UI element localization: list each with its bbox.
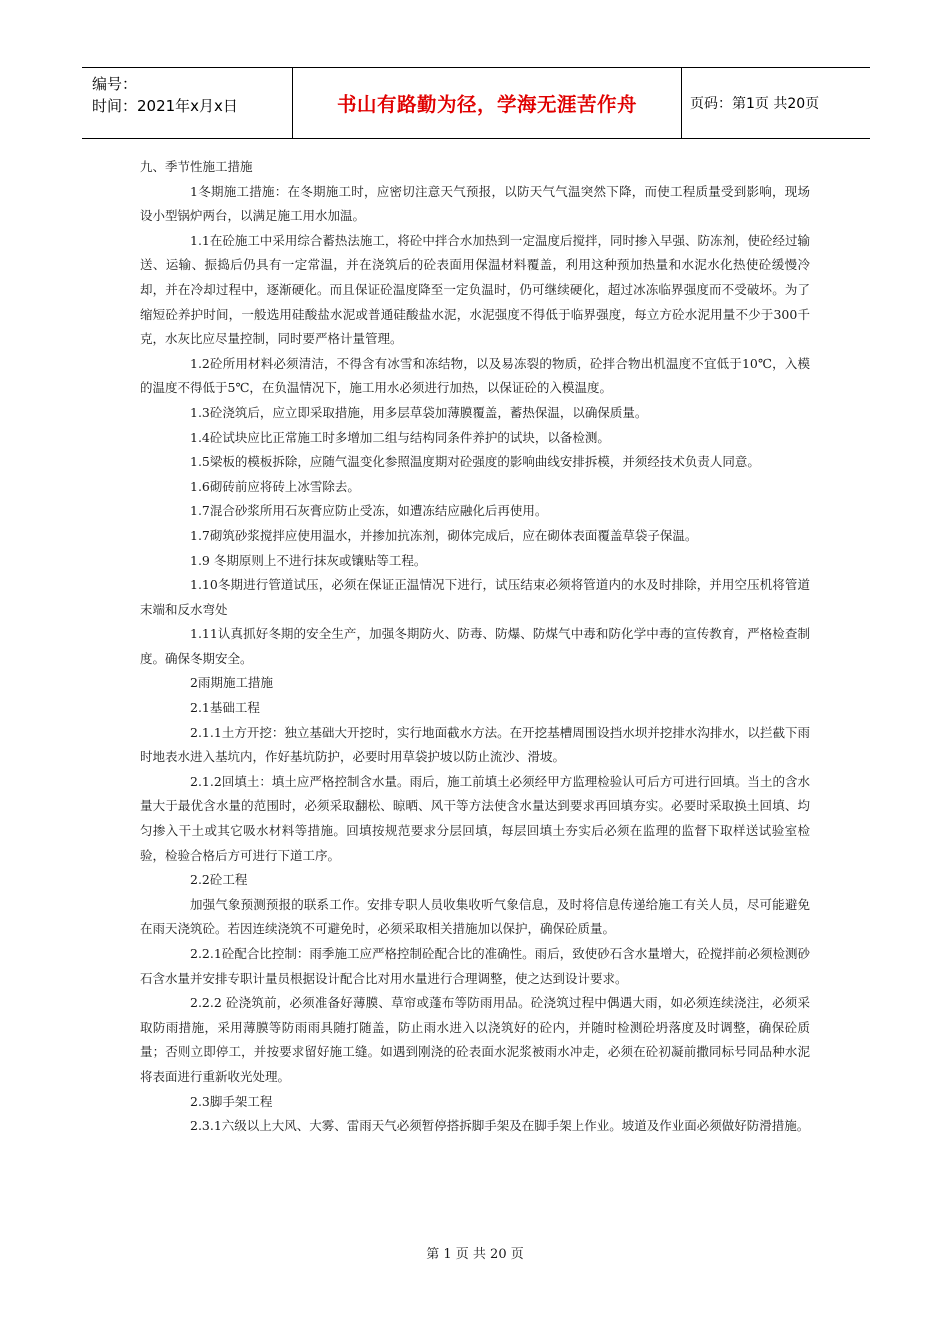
- paragraph: 1.11认真抓好冬期的安全生产，加强冬期防火、防毒、防爆、防煤气中毒和防化学中毒的宣传教育，严格检查制度。确保冬期安全。: [140, 626, 810, 666]
- header-motto: 书山有路勤为径，学海无涯苦作舟: [293, 68, 682, 138]
- paragraph: 2.3.1六级以上大风、大雾、雷雨天气必须暂停搭拆脚手架及在脚手架上作业。坡道及作业面必须做好防滑措施。: [190, 1118, 810, 1134]
- paragraph: 2.2.1砼配合比控制：雨季施工应严格控制砼配合比的准确性。雨后，致使砂石含水量增大，砼搅拌前必须检测砂石含水量并安排专职计量员根据设计配合比对用水量进行合理调整，使之达到设计要求。: [140, 946, 810, 986]
- subsection-heading: 2雨期施工措施: [190, 675, 273, 691]
- paragraph: 1.3砼浇筑后，应立即采取措施，用多层草袋加薄膜覆盖，蓄热保温，以确保质量。: [190, 404, 648, 420]
- subsection-heading: 2.1基础工程: [190, 700, 260, 716]
- paragraph: 1.4砼试块应比正常施工时多增加二组与结构同条件养护的试块，以备检测。: [190, 429, 610, 445]
- subsection-heading: 2.2砼工程: [190, 872, 248, 888]
- document-body: [140, 155, 810, 1139]
- section-title: 九、季节性施工措施: [140, 159, 253, 174]
- page-footer: 第 1 页 共 20 页: [426, 1247, 524, 1262]
- subsection-heading: 2.3脚手架工程: [190, 1093, 273, 1109]
- header-page-info: 页码：第1页 共20页: [690, 96, 820, 112]
- paragraph: 1.2砼所用材料必须清洁，不得含有冰雪和冻结物，以及易冻裂的物质，砼拌合物出机温度不宜低于10℃，入模的温度不得低于5℃，在负温情况下，施工用水必须进行加热，以保证砼的入模温度。: [140, 355, 810, 396]
- paragraph: 加强气象预测预报的联系工作。安排专职人员收集收听气象信息，及时将信息传递给施工有关人员，尽可能避免在雨天浇筑砼。若因连续浇筑不可避免时，必须采取相关措施加以保护，确保砼质量。: [140, 896, 810, 937]
- paragraph: 1.7砌筑砂浆搅拌应使用温水，并掺加抗冻剂，砌体完成后，应在砌体表面覆盖草袋子保温。: [190, 527, 698, 543]
- paragraph: 1.7混合砂浆所用石灰膏应防止受冻，如遭冻结应融化后再使用。: [190, 503, 548, 519]
- header-meta: [82, 68, 293, 138]
- paragraph: 1冬期施工措施：在冬期施工时，应密切注意天气预报，以防天气气温突然下降，而使工程质量受到影响，现场设小型锅炉两台，以满足施工用水加温。: [140, 183, 810, 224]
- paragraph: 1.5梁板的模板拆除，应随气温变化参照温度期对砼强度的影响曲线安排拆模，并须经技术负责人同意。: [190, 454, 760, 470]
- paragraph: 2.1.2回填土：填土应严格控制含水量。雨后，施工前填土必须经甲方监理检验认可后方可进行回填。当土的含水量大于最优含水量的范围时，必须采取翻松、晾晒、风干等方法使含水量达到要求再回填夯实。必要时采取换土回填、均匀掺入干土或其它吸水材料等措施。回填按规范要求分层回填，每层回填土夯实后必须在监理的监督下取样送试验室检验，检验合格后方可进行下道工序。: [140, 773, 810, 863]
- document-number-label: 编号：: [92, 75, 138, 93]
- page-header: [82, 67, 870, 139]
- paragraph: 1.6砌砖前应将砖上冰雪除去。: [190, 478, 360, 494]
- paragraph: 1.10冬期进行管道试压，必须在保证正温情况下进行，试压结束必须将管道内的水及时排除，并用空压机将管道末端和反水弯处: [140, 577, 810, 617]
- paragraph: 1.9 冬期原则上不进行抹灰或镶贴等工程。: [190, 552, 427, 568]
- paragraph: 2.1.1土方开挖：独立基础大开挖时，实行地面截水方法。在开挖基槽周围设挡水坝并挖排水沟排水，以拦截下雨时地表水进入基坑内，作好基坑防护，必要时用草袋护坡以防止流沙、滑坡。: [140, 724, 810, 765]
- paragraph: 2.2.2 砼浇筑前，必须准备好薄膜、草帘或蓬布等防雨用品。砼浇筑过程中偶遇大雨，如必须连续浇注，必须采取防雨措施，采用薄膜等防雨雨具随打随盖，防止雨水进入以浇筑好的砼内，并随时检测砼坍落度及时调整，确保砼质量；否则立即停工，并按要求留好施工缝。如遇到刚浇的砼表面水泥浆被雨水冲走，必须在砼初凝前撒同标号同品种水泥将表面进行重新收光处理。: [140, 995, 810, 1084]
- paragraph: 1.1在砼施工中采用综合蓄热法施工，将砼中拌合水加热到一定温度后搅拌，同时掺入早强、防冻剂，使砼经过输送、运输、振捣后仍具有一定常温，并在浇筑后的砼表面用保温材料覆盖，利用这种预加热量和水泥水化热使砼缓慢冷却，并在冷却过程中，逐渐硬化。而且保证砼温度降至一定负温时，仍可继续硬化，超过冰冻临界强度而不受破坏。为了缩短砼养护时间，一般选用硅酸盐水泥或普通硅酸盐水泥，水泥强度不得低于临界强度，每立方砼水泥用量不少于300千克，水灰比应尽量控制，同时要严格计量管理。: [140, 232, 810, 347]
- document-date: 时间：2021年x月x日: [92, 97, 238, 115]
